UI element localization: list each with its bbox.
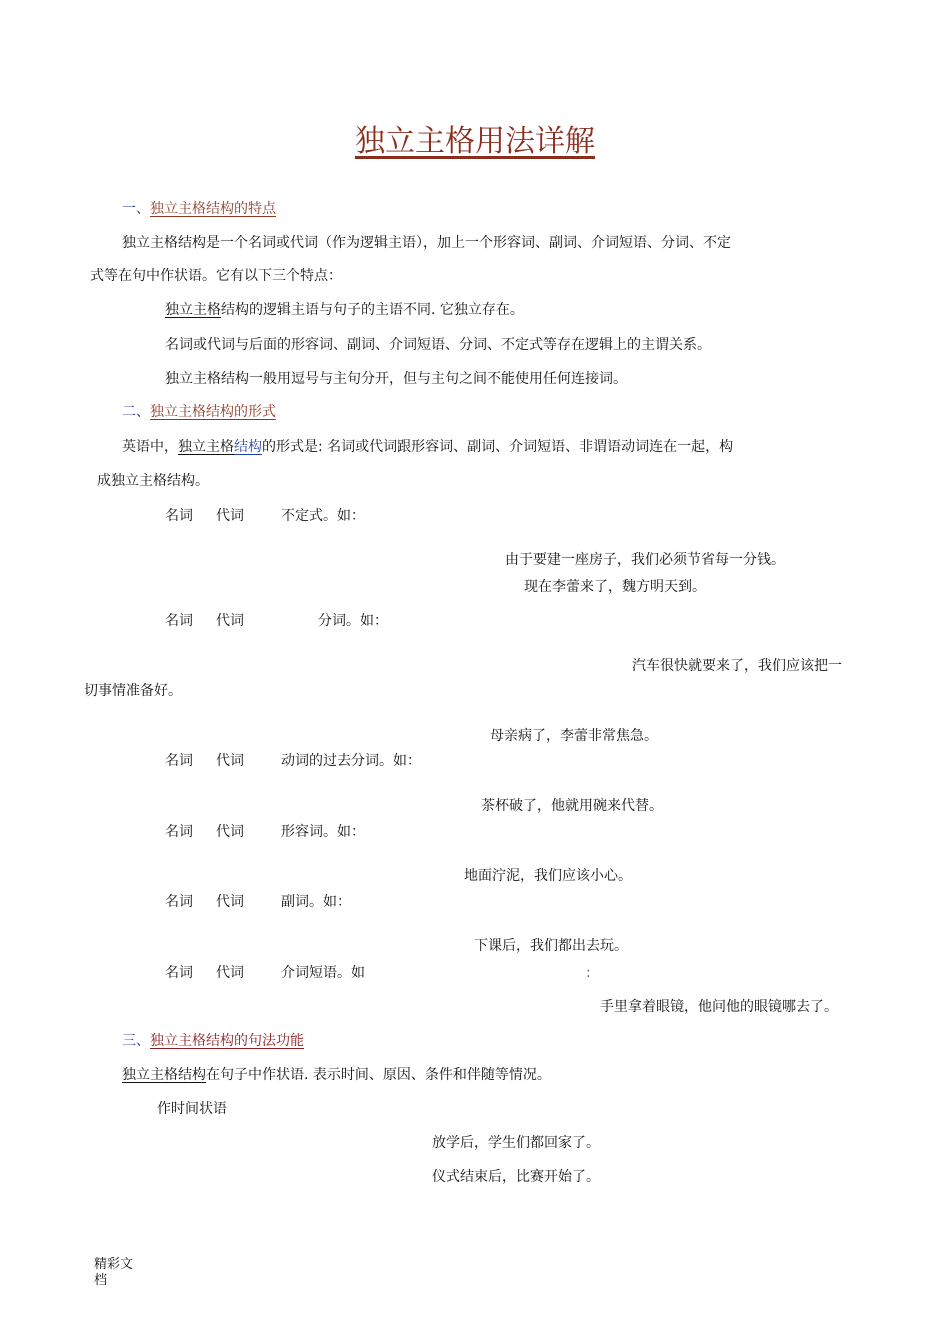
form-1-example-1: 由于要建一座房子，我们必须节省每一分钱。 [505,552,785,568]
section-3-example-1: 放学后，学生们都回家了。 [432,1135,600,1151]
form-5-pronoun: 代词 [216,894,244,910]
section-3-number: 三、 [122,1033,150,1049]
form-2-example-1a: 汽车很快就要来了，我们应该把一 [632,658,842,674]
form-1-type: 不定式。如： [281,508,365,524]
section-3-line1-underlined: 独立主格结构 [122,1067,206,1083]
feature-point-1 [165,303,524,317]
section-3-heading [122,1034,304,1048]
section-1-title: 独立主格结构的特点 [150,201,276,217]
form-1-pronoun: 代词 [216,508,244,524]
section-3-example-2: 仪式结束后，比赛开始了。 [432,1169,600,1185]
form-4-example-1: 地面泞泥，我们应该小心。 [464,868,632,884]
section-2-line1 [122,440,733,454]
form-1-example-2: 现在李蕾来了，魏方明天到。 [524,579,706,595]
feature-point-2: 名词或代词与后面的形容词、副词、介词短语、分词、不定式等存在逻辑上的主谓关系。 [165,337,711,353]
section-2-line2: 成独立主格结构。 [97,473,209,489]
section-1-intro-line1: 独立主格结构是一个名词或代词（作为逻辑主语），加上一个形容词、副词、介词短语、分词、不定 [122,235,731,251]
form-2-example-2: 母亲病了，李蕾非常焦急。 [490,728,658,744]
section-3-line1-rest: 在句子中作状语. 表示时间、原因、条件和伴随等情况。 [206,1067,551,1083]
section-1-heading [122,202,276,216]
section-3-title: 独立主格结构的句法功能 [150,1033,304,1049]
form-2-example-1b: 切事情准备好。 [84,683,182,699]
section-2-title: 独立主格结构的形式 [150,404,276,420]
form-2-noun: 名词 [165,613,193,629]
form-5-type: 副词。如： [281,894,351,910]
section-1-number: 一、 [122,201,150,217]
form-4-noun: 名词 [165,824,193,840]
footer-line-1: 精彩文 [94,1257,134,1272]
form-1-noun: 名词 [165,508,193,524]
form-6-example-1: 手里拿着眼镜，他问他的眼镜哪去了。 [600,999,838,1015]
form-6-noun: 名词 [165,965,193,981]
footer-line-2: 档 [94,1273,108,1289]
form-5-noun: 名词 [165,894,193,910]
form-5-example-1: 下课后，我们都出去玩。 [474,938,628,954]
structure-link[interactable]: 结构 [234,439,262,455]
section-2-number: 二、 [122,404,150,420]
form-3-example-1: 茶杯破了，他就用碗来代替。 [481,798,663,814]
feature-point-3: 独立主格结构一般用逗号与主句分开，但与主句之间不能使用任何连接词。 [165,371,627,387]
feature-point-1-text: 结构的逻辑主语与句子的主语不同. 它独立存在。 [221,302,524,318]
page-title: 独立主格用法详解 [355,124,595,159]
section-2-line1-rest: 的形式是: 名词或代词跟形容词、副词、介词短语、非谓语动词连在一起，构 [262,439,734,455]
section-3-subheading-time: 作时间状语 [157,1101,227,1117]
section-1-intro-line2: 式等在句中作状语。它有以下三个特点： [90,268,342,284]
form-3-noun: 名词 [165,753,193,769]
footer-watermark [94,1257,133,1290]
feature-point-1-underlined: 独立主格 [165,302,221,318]
form-6-pronoun: 代词 [216,965,244,981]
section-3-line1 [122,1068,551,1082]
section-2-heading [122,405,276,419]
form-4-type: 形容词。如： [281,824,365,840]
section-2-line1-underlined: 独立主格 [178,439,234,455]
form-4-pronoun: 代词 [216,824,244,840]
form-3-type: 动词的过去分词。如： [281,753,421,769]
form-2-type: 分词。如： [318,613,388,629]
form-3-pronoun: 代词 [216,753,244,769]
form-2-pronoun: 代词 [216,613,244,629]
form-6-type: 介词短语。如 [281,965,365,981]
section-2-line1-pre: 英语中， [122,439,178,455]
form-6-colon: : [586,965,591,981]
